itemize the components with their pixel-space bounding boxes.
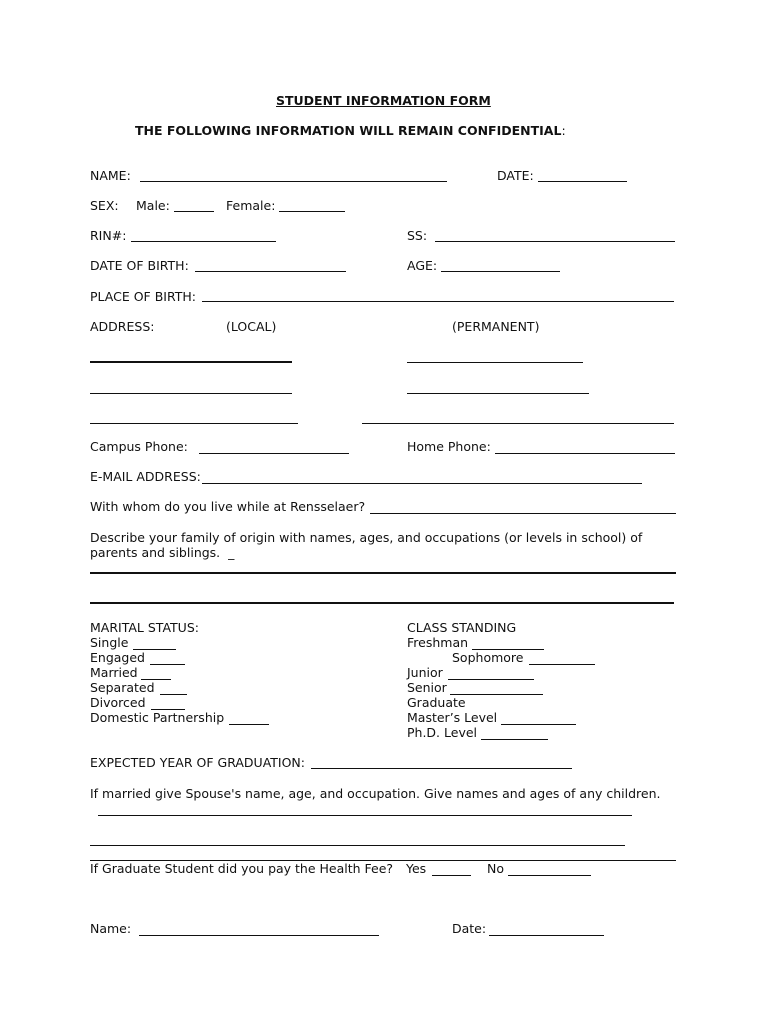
marital-divorced-label: Divorced [90,695,146,710]
marital-single-label: Single [90,635,129,650]
marital-separated-field[interactable] [160,694,187,695]
age-label: AGE: [407,258,438,273]
signature-name-field[interactable] [139,935,379,936]
email-label: E-MAIL ADDRESS: [90,469,201,484]
place-of-birth-field[interactable] [202,301,674,302]
family-origin-question [90,530,675,560]
signature-date-field[interactable] [489,935,604,936]
female-field[interactable] [279,211,345,212]
spouse-line-1[interactable] [98,815,632,816]
marital-married-label: Married [90,665,138,680]
sex-label: SEX: [90,198,119,213]
class-graduate-label: Graduate [407,695,466,710]
family-origin-text: Describe your family of origin with names, ages, and occupations (or levels in school) of parents and siblings. [90,530,643,560]
name-field[interactable] [140,181,447,182]
marital-separated-label: Separated [90,680,155,695]
class-phd-field[interactable] [481,739,548,740]
health-fee-no-field[interactable] [508,875,591,876]
class-junior-label: Junior [407,665,443,680]
class-freshman-label: Freshman [407,635,469,650]
date-field[interactable] [538,181,627,182]
signature-name-label: Name: [90,921,132,936]
family-origin-trail: _ [228,545,235,560]
ss-field[interactable] [435,241,675,242]
female-label: Female: [226,198,276,213]
date-of-birth-field[interactable] [195,271,346,272]
local-address-label: (LOCAL) [226,319,277,334]
ss-label: SS: [407,228,428,243]
signature-date-label: Date: [452,921,487,936]
permanent-address-line-3[interactable] [362,423,674,424]
class-senior-label: Senior [407,680,447,695]
local-address-line-2[interactable] [90,393,292,394]
email-field[interactable] [202,483,642,484]
local-address-line-3[interactable] [90,423,298,424]
date-label: DATE: [497,168,534,183]
rin-label: RIN#: [90,228,127,243]
spouse-question: If married give Spouse's name, age, and occupation. Give names and ages of any children. [90,786,661,801]
form-title: STUDENT INFORMATION FORM [276,93,491,108]
class-standing-heading: CLASS STANDING [407,620,517,635]
marital-domestic-partnership-field[interactable] [229,724,269,725]
health-fee-no-label: No [487,861,504,876]
marital-engaged-field[interactable] [150,664,185,665]
health-fee-yes-field[interactable] [432,875,471,876]
expected-graduation-label: EXPECTED YEAR OF GRADUATION: [90,755,305,770]
health-fee-question: If Graduate Student did you pay the Health Fee? [90,861,394,876]
permanent-address-line-2[interactable] [407,393,589,394]
male-field[interactable] [174,211,214,212]
campus-phone-label: Campus Phone: [90,439,188,454]
class-masters-field[interactable] [501,724,576,725]
confidential-notice-colon: : [561,123,566,138]
male-label: Male: [136,198,170,213]
place-of-birth-label: PLACE OF BIRTH: [90,289,197,304]
rin-field[interactable] [131,241,276,242]
marital-status-heading: MARITAL STATUS: [90,620,199,635]
family-origin-line-1[interactable] [90,572,676,574]
marital-engaged-label: Engaged [90,650,145,665]
address-label: ADDRESS: [90,319,155,334]
home-phone-label: Home Phone: [407,439,491,454]
class-phd-label: Ph.D. Level [407,725,478,740]
date-of-birth-label: DATE OF BIRTH: [90,258,189,273]
permanent-address-label: (PERMANENT) [452,319,540,334]
campus-phone-field[interactable] [199,453,349,454]
spouse-line-2[interactable] [90,845,625,846]
name-label: NAME: [90,168,131,183]
class-sophomore-label: Sophomore [452,650,524,665]
local-address-line-1[interactable] [90,361,292,363]
home-phone-field[interactable] [495,453,675,454]
live-with-label: With whom do you live while at Rensselaer? [90,499,366,514]
confidential-notice-text: THE FOLLOWING INFORMATION WILL REMAIN CONFIDENTIAL [135,123,562,138]
class-sophomore-field[interactable] [529,664,595,665]
live-with-field[interactable] [370,513,676,514]
expected-graduation-field[interactable] [311,768,572,769]
age-field[interactable] [441,271,560,272]
confidential-notice [135,123,566,138]
class-masters-label: Master’s Level [407,710,498,725]
health-fee-yes-label: Yes [406,861,427,876]
class-junior-field[interactable] [448,679,534,680]
marital-domestic-partnership-label: Domestic Partnership [90,710,225,725]
permanent-address-line-1[interactable] [407,362,583,363]
family-origin-line-2[interactable] [90,602,674,604]
